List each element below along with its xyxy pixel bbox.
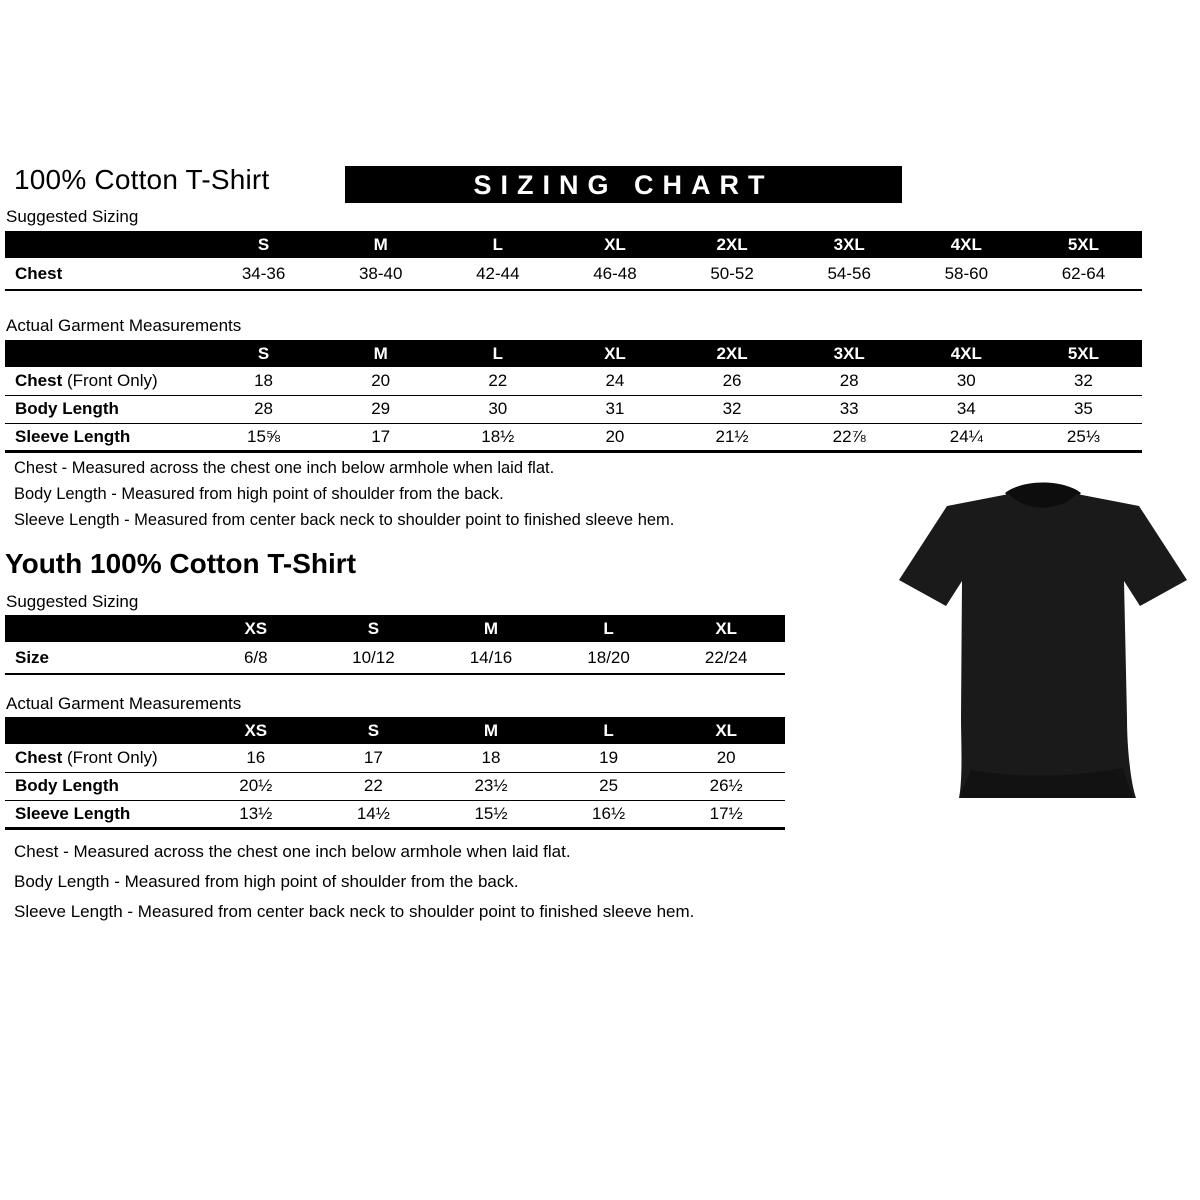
measurement-value: 18: [432, 744, 550, 772]
measurement-row: [5, 744, 785, 772]
measurement-value: 17: [322, 423, 439, 451]
measurement-value: 14/16: [432, 642, 550, 674]
size-column-header: XL: [556, 340, 673, 367]
row-label: [5, 642, 197, 674]
measurement-value: 18/20: [550, 642, 668, 674]
measurement-value: 58-60: [908, 258, 1025, 290]
measurement-row: [5, 642, 785, 674]
measurement-value: 28: [205, 395, 322, 423]
row-label-suffix: (Front Only): [62, 747, 158, 767]
measurement-value: 25: [550, 772, 668, 800]
size-column-header: XL: [667, 717, 785, 744]
measurement-value: 62-64: [1025, 258, 1142, 290]
measurement-value: 22/24: [667, 642, 785, 674]
size-column-header: 4XL: [908, 231, 1025, 258]
measurement-value: 6/8: [197, 642, 315, 674]
measurement-note: Chest - Measured across the chest one inch below armhole when laid flat.: [14, 842, 571, 861]
measurement-note: Sleeve Length - Measured from center back neck to shoulder point to finished sleeve hem.: [14, 511, 675, 529]
row-label-text: Body Length: [15, 776, 119, 795]
size-column-header: L: [439, 340, 556, 367]
row-label: [5, 423, 205, 451]
header-corner-cell: [5, 231, 205, 258]
measurement-value: 22⅞: [791, 423, 908, 451]
measurement-value: 31: [556, 395, 673, 423]
adult-actual-measurements-heading: Actual Garment Measurements: [6, 316, 242, 335]
measurement-value: 22: [315, 772, 433, 800]
row-label: [5, 395, 205, 423]
measurement-row: [5, 395, 1142, 423]
measurement-value: 50-52: [674, 258, 791, 290]
measurement-value: 16: [197, 744, 315, 772]
black-tshirt-image: [893, 467, 1193, 817]
measurement-value: 20: [322, 367, 439, 395]
measurement-value: 29: [322, 395, 439, 423]
size-column-header: M: [432, 717, 550, 744]
adult-suggested-sizing-heading: Suggested Sizing: [6, 207, 139, 226]
measurement-value: 25⅓: [1025, 423, 1142, 451]
row-label: [5, 744, 197, 772]
adult-section-title: 100% Cotton T-Shirt: [14, 164, 270, 195]
measurement-value: 13½: [197, 800, 315, 828]
measurement-note: Chest - Measured across the chest one inch below armhole when laid flat.: [14, 459, 555, 477]
row-label: [5, 258, 205, 290]
size-header-row: [5, 717, 785, 744]
measurement-note: Sleeve Length - Measured from center back neck to shoulder point to finished sleeve hem.: [14, 902, 695, 921]
measurement-value: 33: [791, 395, 908, 423]
row-label: [5, 772, 197, 800]
row-label-text: Body Length: [15, 399, 119, 418]
measurement-value: 34: [908, 395, 1025, 423]
measurement-value: 30: [908, 367, 1025, 395]
measurement-value: 26½: [667, 772, 785, 800]
measurement-value: 26: [674, 367, 791, 395]
youth-measurement-notes: [14, 842, 694, 932]
measurement-value: 24¼: [908, 423, 1025, 451]
size-column-header: XL: [556, 231, 673, 258]
size-column-header: M: [432, 615, 550, 642]
measurement-note: Body Length - Measured from high point of shoulder from the back.: [14, 485, 504, 503]
tshirt-svg: [893, 467, 1193, 817]
youth-suggested-sizing-heading: Suggested Sizing: [6, 592, 139, 611]
size-column-header: XS: [197, 717, 315, 744]
youth-section-title: Youth 100% Cotton T-Shirt: [5, 548, 357, 579]
measurement-value: 32: [674, 395, 791, 423]
size-column-header: 5XL: [1025, 231, 1142, 258]
adult-suggested-sizing-table: [5, 231, 1142, 291]
measurement-row: [5, 800, 785, 828]
row-label-text: Sleeve Length: [15, 803, 131, 823]
size-column-header: 2XL: [674, 231, 791, 258]
size-column-header: S: [205, 231, 322, 258]
header-corner-cell: [5, 615, 197, 642]
measurement-value: 16½: [550, 800, 668, 828]
size-header-row: [5, 615, 785, 642]
measurement-row: [5, 423, 1142, 451]
size-column-header: 2XL: [674, 340, 791, 367]
row-label-text: Size: [15, 647, 50, 667]
measurement-value: 28: [791, 367, 908, 395]
measurement-value: 14½: [315, 800, 433, 828]
measurement-value: 35: [1025, 395, 1142, 423]
measurement-row: [5, 772, 785, 800]
size-column-header: M: [322, 340, 439, 367]
youth-actual-measurements-heading: Actual Garment Measurements: [6, 694, 242, 713]
size-header-row: [5, 231, 1142, 258]
header-corner-cell: [5, 717, 197, 744]
size-column-header: 5XL: [1025, 340, 1142, 367]
measurement-value: 22: [439, 367, 556, 395]
row-label-text: Chest: [15, 747, 63, 767]
size-column-header: M: [322, 231, 439, 258]
row-label-suffix: (Front Only): [62, 370, 158, 390]
measurement-value: 38-40: [322, 258, 439, 290]
measurement-value: 19: [550, 744, 668, 772]
measurement-value: 15½: [432, 800, 550, 828]
row-label-text: Chest: [15, 263, 63, 283]
size-column-header: 4XL: [908, 340, 1025, 367]
header-corner-cell: [5, 340, 205, 367]
adult-actual-measurements-table: [5, 340, 1142, 453]
tshirt-body: [899, 494, 1187, 798]
measurement-note: Body Length - Measured from high point of shoulder from the back.: [14, 872, 519, 891]
measurement-value: 17½: [667, 800, 785, 828]
measurement-value: 20½: [197, 772, 315, 800]
measurement-value: 18: [205, 367, 322, 395]
measurement-value: 23½: [432, 772, 550, 800]
measurement-value: 54-56: [791, 258, 908, 290]
youth-actual-measurements-table: [5, 717, 785, 830]
sizing-chart-banner: SIZING CHART: [345, 166, 902, 203]
measurement-value: 21½: [674, 423, 791, 451]
row-label-text: Chest: [15, 370, 63, 390]
measurement-value: 30: [439, 395, 556, 423]
row-label: [5, 367, 205, 395]
row-label: [5, 800, 197, 828]
measurement-value: 18½: [439, 423, 556, 451]
measurement-value: 17: [315, 744, 433, 772]
adult-measurement-notes: [14, 459, 674, 537]
size-column-header: L: [550, 615, 668, 642]
row-label-text: Sleeve Length: [15, 426, 131, 446]
size-column-header: XS: [197, 615, 315, 642]
size-column-header: L: [439, 231, 556, 258]
youth-suggested-sizing-table: [5, 615, 785, 675]
size-column-header: S: [315, 717, 433, 744]
measurement-value: 46-48: [556, 258, 673, 290]
size-column-header: 3XL: [791, 231, 908, 258]
measurement-value: 32: [1025, 367, 1142, 395]
size-column-header: XL: [667, 615, 785, 642]
size-column-header: 3XL: [791, 340, 908, 367]
measurement-value: 20: [667, 744, 785, 772]
measurement-value: 24: [556, 367, 673, 395]
measurement-value: 10/12: [315, 642, 433, 674]
measurement-value: 34-36: [205, 258, 322, 290]
size-column-header: S: [205, 340, 322, 367]
measurement-row: [5, 367, 1142, 395]
size-column-header: L: [550, 717, 668, 744]
size-header-row: [5, 340, 1142, 367]
size-column-header: S: [315, 615, 433, 642]
measurement-value: 42-44: [439, 258, 556, 290]
measurement-value: 20: [556, 423, 673, 451]
measurement-value: 15⅝: [205, 423, 322, 451]
measurement-row: [5, 258, 1142, 290]
